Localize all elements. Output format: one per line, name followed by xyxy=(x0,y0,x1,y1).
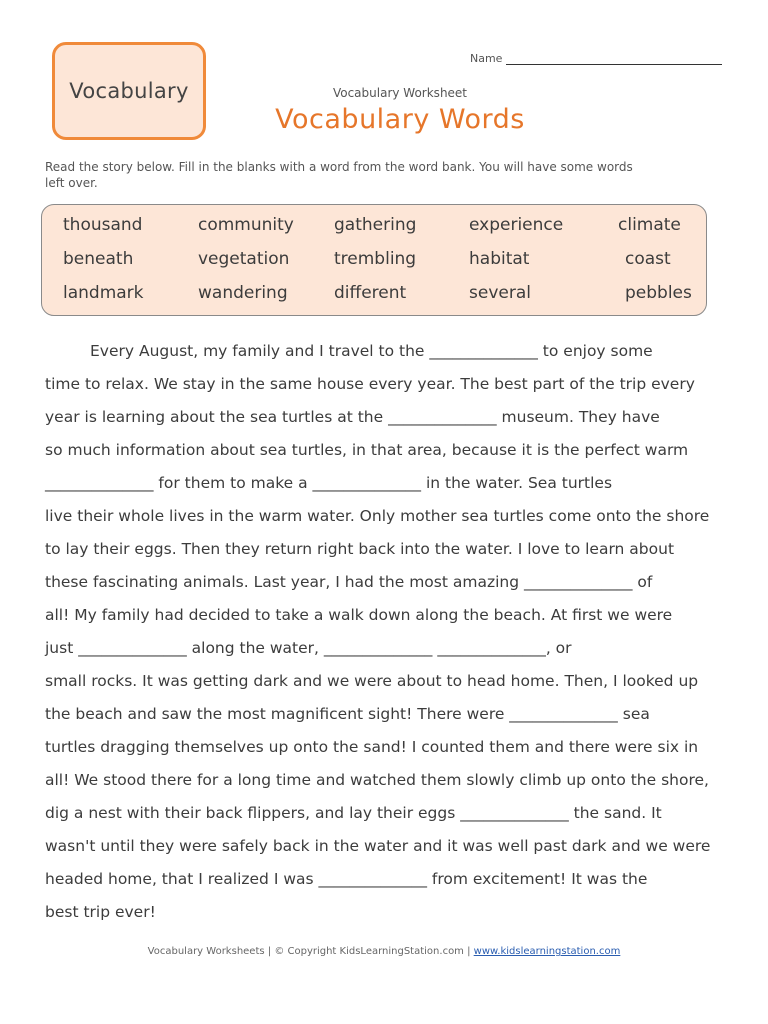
word-bank-item: community xyxy=(198,215,294,235)
story-line: ______________ for them to make a ______________ in the water. Sea turtles xyxy=(45,474,613,492)
word-bank-item: experience xyxy=(469,215,564,235)
footer xyxy=(0,946,768,957)
story-line: all! We stood there for a long time and watched them slowly climb up onto the shore, xyxy=(45,771,709,789)
story-line: Every August, my family and I travel to the ______________ to enjoy some xyxy=(90,342,653,360)
instructions-line: Read the story below. Fill in the blanks with a word from the word bank. You will have some words xyxy=(45,160,633,174)
name-field xyxy=(470,52,722,65)
footer-link[interactable]: www.kidslearningstation.com xyxy=(473,946,621,957)
word-bank-item: vegetation xyxy=(198,249,290,269)
name-label: Name xyxy=(470,52,503,65)
word-bank-item: habitat xyxy=(469,249,530,269)
badge-label: Vocabulary xyxy=(69,79,189,103)
story-line: just ______________ along the water, ______________ ______________, or xyxy=(45,639,572,657)
worksheet-subtitle: Vocabulary Worksheet xyxy=(332,86,468,100)
story-line: best trip ever! xyxy=(45,903,156,921)
word-bank-item: trembling xyxy=(334,249,417,269)
story-line: the beach and saw the most magnificent sight! There were ______________ sea xyxy=(45,705,650,723)
word-bank-item: beneath xyxy=(63,249,134,269)
story-line: dig a nest with their back flippers, and lay their eggs ______________ the sand. It xyxy=(45,804,662,822)
word-bank-item: coast xyxy=(625,249,671,269)
vocabulary-badge xyxy=(52,42,206,140)
word-bank xyxy=(41,204,707,316)
word-bank-item: gathering xyxy=(334,215,417,235)
instructions-line: left over. xyxy=(45,176,98,190)
name-underline xyxy=(506,54,722,65)
story-line: year is learning about the sea turtles at the ______________ museum. They have xyxy=(45,408,660,426)
story-line: time to relax. We stay in the same house every year. The best part of the trip every xyxy=(45,375,695,393)
story-line: all! My family had decided to take a walk down along the beach. At first we were xyxy=(45,606,673,624)
story-line: so much information about sea turtles, in that area, because it is the perfect warm xyxy=(45,441,689,459)
word-bank-item: thousand xyxy=(63,215,143,235)
footer-text: Vocabulary Worksheets | © Copyright KidsLearningStation.com | xyxy=(147,946,474,957)
instructions xyxy=(45,159,735,191)
word-bank-item: several xyxy=(469,283,531,303)
word-bank-item: landmark xyxy=(63,283,144,303)
story-line: headed home, that I realized I was ______________ from excitement! It was the xyxy=(45,870,648,888)
word-bank-item: different xyxy=(334,283,407,303)
story-line: wasn't until they were safely back in the water and it was well past dark and we were xyxy=(45,837,711,855)
story-line: live their whole lives in the warm water. Only mother sea turtles come onto the shore xyxy=(45,507,710,525)
word-bank-item: wandering xyxy=(198,283,288,303)
story-line: small rocks. It was getting dark and we were about to head home. Then, I looked up xyxy=(45,672,699,690)
story-line: these fascinating animals. Last year, I had the most amazing ______________ of xyxy=(45,573,653,591)
story-text xyxy=(45,335,735,929)
story-line: turtles dragging themselves up onto the sand! I counted them and there were six in xyxy=(45,738,699,756)
word-bank-item: climate xyxy=(618,215,681,235)
word-bank-item: pebbles xyxy=(625,283,692,303)
page-title: Vocabulary Words xyxy=(275,104,525,135)
story-line: to lay their eggs. Then they return right back into the water. I love to learn about xyxy=(45,540,675,558)
